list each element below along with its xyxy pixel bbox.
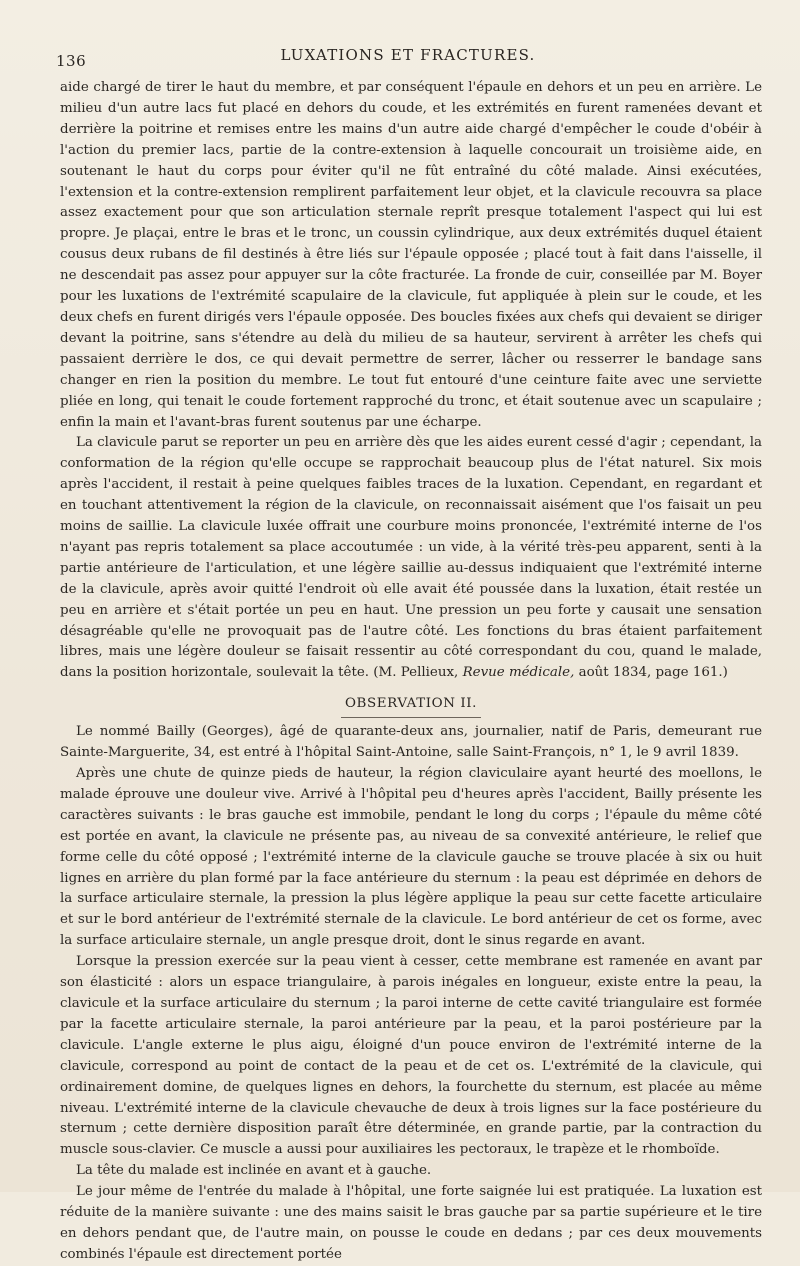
paragraph-patient-intro: Le nommé Bailly (Georges), âgé de quarante-deux ans, journalier, natif de Paris, demeurant rue Sainte-Marguerite, 34, est entré à l'hôpital Saint-Antoine, salle Saint-François, n° 1, le 9 avril 1839. bbox=[60, 724, 762, 761]
citation-tail: août 1834, page 161.) bbox=[574, 665, 728, 681]
running-title: LUXATIONS ET FRACTURES. bbox=[280, 46, 536, 64]
page-header bbox=[56, 46, 760, 72]
paragraph-text: La clavicule parut se reporter un peu en arrière dès que les aides eurent cessé d'agir ; cependant, la conformation de la région qu'elle occupe se rapprochait beaucoup plus de l'état naturel. Six mois après l'accident, il restait à peine quelques faibles traces de la luxation. Cependant, en regardant et en touchant attentivement la région de la clavicule, on reconnaissait aisément que l'os faisait un peu moins de saillie. La clavicule luxée offrait une courbure moins prononcée, l'extrémité interne de l'os n'ayant pas repris totalement sa place accoutumée : un vide, à la vérité très-peu apparent, senti à la partie antérieure de l'articulation, et une légère saillie au-dessus indiquaient que l'extrémité interne de la clavicule, après avoir quitté l'endroit où elle avait été poussée dans la luxation, était restée un peu en arrière et s'était portée un peu en haut. Une pression un peu forte y causait une sensation désagréable qu'elle ne provoquait pas de l'autre côté. Les fonctions du bras étaient parfaitement libres, mais une légère douleur se faisait ressentir au côté correspondant du cou, quand le malade, dans la position horizontale, soulevait la tête. (M. Pellieux, bbox=[60, 435, 762, 681]
paragraph-pressure: Lorsque la pression exercée sur la peau vient à cesser, cette membrane est ramenée en avant par son élasticité : alors un espace triangulaire, à parois inégales en longueur, existe entre la peau, la clavicule et la surface articulaire du sternum ; la paroi interne de cette cavité triangulaire est formée par la facette articulaire sternale, la paroi antérieure par la peau, et la paroi postérieure par la clavicule. L'angle externe le plus aigu, éloigné d'un pouce environ de l'extrémité interne de la clavicule, correspond au point de contact de la peau et de cet os. L'extrémité de la clavicule, qui ordinairement domine, de quelques lignes en dehors, la fourchette du sternum, est placée au même niveau. L'extrémité interne de la clavicule chevauche de deux à trois lignes sur la face postérieure du sternum ; cette dernière disposition paraît être déterminée, en grande partie, par la contraction du muscle sous-clavier. Ce muscle a aussi pour auxiliaires les pectoraux, le trapèze et le rhomboïde. bbox=[60, 954, 762, 1158]
journal-title: Revue médicale, bbox=[462, 665, 575, 681]
paragraph-head-position: La tête du malade est inclinée en avant et à gauche. bbox=[76, 1163, 432, 1179]
heading-rule bbox=[341, 717, 481, 718]
page-number: 136 bbox=[56, 52, 87, 70]
paragraph-clavicle-outcome bbox=[60, 433, 762, 684]
paragraph-reduction: Le jour même de l'entrée du malade à l'hôpital, une forte saignée lui est pratiquée. La luxation est réduite de la manière suivante : une des mains saisit le bras gauche par sa partie supérieure et le tire en dehors pendant que, de l'autre main, on pousse le coude en dedans ; par ces deux mouvements combinés l'épaule est directement portée bbox=[60, 1184, 762, 1262]
body-text bbox=[60, 78, 762, 1266]
observation-heading: OBSERVATION II. bbox=[344, 696, 478, 712]
paragraph-symptoms: Après une chute de quinze pieds de hauteur, la région claviculaire ayant heurté des moellons, le malade éprouve une douleur vive. Arrivé à l'hôpital peu d'heures après l'accident, Bailly présente les caractères suivants : le bras gauche est immobile, pendant le long du corps ; l'épaule du même côté est portée en avant, la clavicule ne présente pas, au niveau de sa convexité antérieure, le relief que forme celle du côté opposé ; l'extrémité interne de la clavicule gauche se trouve placée à six ou huit lignes en arrière du plan formé par la face antérieure du sternum : la peau est déprimée en dehors de la surface articulaire sternale, la pression la plus légère applique la peau sur cette facette articulaire et sur le bord antérieur de l'extrémité sternale de la clavicule. Le bord antérieur de cet os forme, avec la surface articulaire sternale, un angle presque droit, dont le sinus regarde en avant. bbox=[60, 766, 762, 949]
paragraph-continuation: aide chargé de tirer le haut du membre, et par conséquent l'épaule en dehors et un peu en arrière. Le milieu d'un autre lacs fut placé en dehors du coude, et les extrémités en furent ramenées devant et derrière la poitrine et remises entre les mains d'un autre aide chargé d'empêcher le coude d'obéir à l'action du premier lacs, partie de la contre-extension à laquelle concourait un troisième aide, en soutenant le haut du corps pour éviter qu'il ne fût entraîné du côté malade. Ainsi exécutées, l'extension et la contre-extension remplirent parfaitement leur objet, et la clavicule recouvra sa place assez exactement pour que son articulation sternale reprît presque totalement l'aspect qui lui est propre. Je plaçai, entre le bras et le tronc, un coussin cylindrique, aux deux extrémités duquel étaient cousus deux rubans de fil destinés à être liés sur l'épaule opposée ; placé tout à fait dans l'aisselle, il ne descendait pas assez pour appuyer sur la côte fracturée. La fronde de cuir, conseillée par M. Boyer pour les luxations de l'extrémité scapulaire de la clavicule, fut appliquée à plein sur le coude, et les deux chefs en furent dirigés vers l'épaule opposée. Des boucles fixées aux chefs qui devaient se diriger devant la poitrine, sans s'étendre au delà du milieu de sa hauteur, servirent à arrêter les chefs qui passaient derrière le dos, ce qui devait permettre de serrer, lâcher ou resserrer le bandage sans changer en rien la position du membre. Le tout fut entouré d'une ceinture faite avec une serviette pliée en long, qui tenait le coude fortement rapproché du tronc, et était soutenue avec un scapulaire ; enfin la main et l'avant-bras furent soutenus par une écharpe. bbox=[60, 80, 762, 430]
